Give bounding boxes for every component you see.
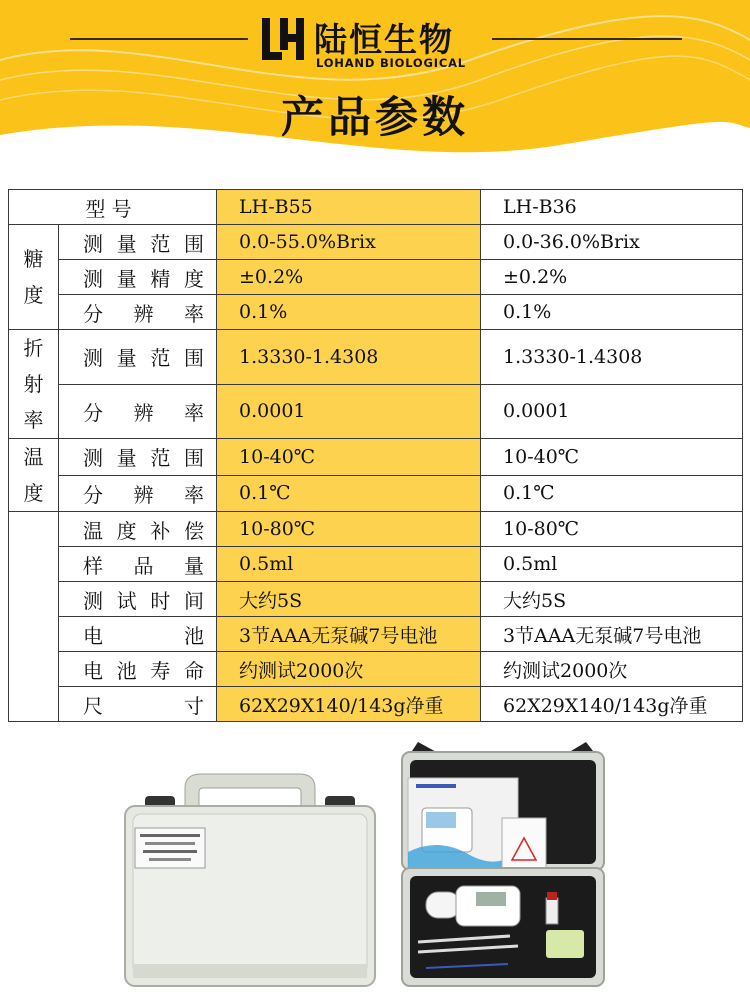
open-carrying-case-image xyxy=(398,742,608,992)
spec-item-label: 测量范围 xyxy=(59,225,217,260)
spec-value-lh-b36: 3节AAA无泵碱7号电池 xyxy=(481,617,743,652)
spec-value-lh-b36: 62X29X140/143g净重 xyxy=(481,687,743,722)
spec-value-lh-b55: 约测试2000次 xyxy=(217,652,481,687)
spec-value-lh-b36: 0.0-36.0%Brix xyxy=(481,225,743,260)
model-label-text: 型 号 xyxy=(85,196,132,221)
category-cell: 糖 度 xyxy=(9,225,59,330)
spec-value-lh-b55: 1.3330-1.4308 xyxy=(217,330,481,385)
spec-item-label: 温度补偿 xyxy=(59,512,217,547)
table-row xyxy=(9,547,743,582)
table-row xyxy=(9,260,743,295)
table-row xyxy=(9,295,743,330)
table-row xyxy=(9,512,743,547)
header-line-left xyxy=(70,38,248,40)
spec-value-lh-b55: 0.1% xyxy=(217,295,481,330)
spec-item-label: 分辨率 xyxy=(59,295,217,330)
lh-logo-icon xyxy=(258,14,308,64)
table-row xyxy=(9,687,743,722)
spec-item-label: 测量精度 xyxy=(59,260,217,295)
spec-value-lh-b36: 大约5S xyxy=(481,582,743,617)
spec-item-label: 测量范围 xyxy=(59,330,217,385)
spec-value-lh-b36: 0.0001 xyxy=(481,384,743,439)
spec-item-label: 尺寸 xyxy=(59,687,217,722)
spec-table xyxy=(8,189,743,722)
spec-value-lh-b55: 0.0001 xyxy=(217,384,481,439)
spec-value-lh-b36: 1.3330-1.4308 xyxy=(481,330,743,385)
spec-value-lh-b55: 0.1℃ xyxy=(217,475,481,512)
table-header-row xyxy=(9,190,743,225)
category-cell: 温 度 xyxy=(9,439,59,512)
header-banner xyxy=(0,0,750,168)
table-row xyxy=(9,617,743,652)
spec-item-label: 测量范围 xyxy=(59,439,217,476)
table-row xyxy=(9,384,743,439)
spec-value-lh-b55: 0.0-55.0%Brix xyxy=(217,225,481,260)
spec-value-lh-b36: 0.5ml xyxy=(481,547,743,582)
header-line-right xyxy=(492,38,682,40)
spec-value-lh-b36: 0.1% xyxy=(481,295,743,330)
table-row xyxy=(9,475,743,512)
spec-value-lh-b55: 62X29X140/143g净重 xyxy=(217,687,481,722)
table-row xyxy=(9,439,743,476)
table-row xyxy=(9,225,743,260)
page-title: 产品参数 xyxy=(281,93,469,143)
spec-item-label: 测试时间 xyxy=(59,582,217,617)
spec-item-label: 电池 xyxy=(59,617,217,652)
brand-logo xyxy=(258,12,498,72)
table-row xyxy=(9,652,743,687)
model-lh-b55: LH-B55 xyxy=(217,190,481,225)
spec-value-lh-b36: ±0.2% xyxy=(481,260,743,295)
spec-item-label: 电池寿命 xyxy=(59,652,217,687)
spec-item-label: 分辨率 xyxy=(59,384,217,439)
spec-value-lh-b36: 10-40℃ xyxy=(481,439,743,476)
spec-value-lh-b55: 3节AAA无泵碱7号电池 xyxy=(217,617,481,652)
spec-item-label: 样品量 xyxy=(59,547,217,582)
spec-value-lh-b55: 大约5S xyxy=(217,582,481,617)
closed-carrying-case-image xyxy=(115,768,385,993)
spec-item-label: 分辨率 xyxy=(59,475,217,512)
spec-value-lh-b55: ±0.2% xyxy=(217,260,481,295)
brand-name-en: LOHAND BIOLOGICAL xyxy=(316,56,466,70)
table-row xyxy=(9,582,743,617)
spec-value-lh-b55: 10-80℃ xyxy=(217,512,481,547)
table-row xyxy=(9,330,743,385)
brand-name-cn: 陆恒生物 xyxy=(314,20,454,59)
category-cell: 折 射 率 xyxy=(9,330,59,439)
model-label xyxy=(9,190,217,225)
spec-value-lh-b36: 约测试2000次 xyxy=(481,652,743,687)
spec-value-lh-b36: 0.1℃ xyxy=(481,475,743,512)
spec-value-lh-b55: 10-40℃ xyxy=(217,439,481,476)
spec-value-lh-b36: 10-80℃ xyxy=(481,512,743,547)
category-cell xyxy=(9,512,59,722)
model-lh-b36: LH-B36 xyxy=(481,190,743,225)
spec-value-lh-b55: 0.5ml xyxy=(217,547,481,582)
